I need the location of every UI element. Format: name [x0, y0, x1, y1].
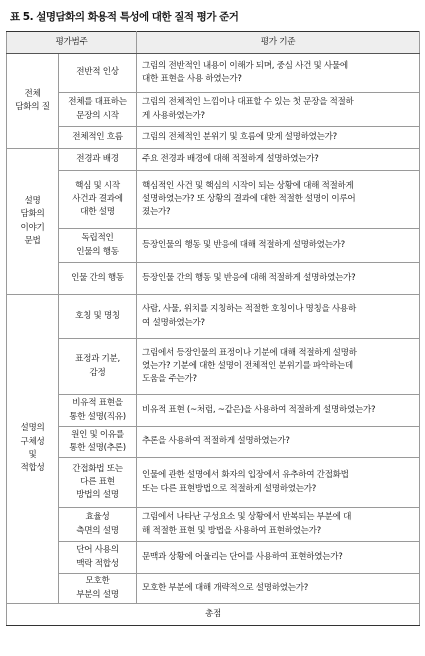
- text-line: 및: [28, 450, 37, 460]
- subcategory-cell: [59, 458, 137, 508]
- subcategory-cell: [59, 263, 137, 295]
- header-row: [7, 32, 420, 54]
- text-line: 모호한: [85, 576, 110, 587]
- text-line: 방법의 설명: [76, 490, 119, 501]
- criteria-cell: [137, 339, 420, 395]
- total-row: [7, 604, 420, 626]
- subcategory-cell: [59, 542, 137, 574]
- subcategory-cell: [59, 127, 137, 149]
- header-criteria: 평가 기준: [137, 32, 420, 54]
- text-line: 사람, 사물, 위치를 지칭하는 적절한 호칭이나 명칭을 사용하: [142, 304, 356, 315]
- subcategory-cell: [59, 508, 137, 542]
- text-line: 등장인물의 행동 및 반응에 대해 적절하게 설명하였는가?: [142, 239, 345, 250]
- text-line: 대한 설명: [80, 207, 115, 218]
- text-line: 간접화법 또는: [72, 463, 123, 474]
- text-line: 그림에서 등장인물의 표정이나 기분에 대해 적절하게 설명하: [142, 347, 357, 358]
- text-line: 전반적 인상: [76, 67, 119, 78]
- text-line: 전체적인 흐름: [72, 131, 123, 142]
- subcategory-cell: [59, 339, 137, 395]
- table-row: [7, 263, 420, 295]
- text-line: 여 설명하였는가?: [142, 317, 205, 328]
- criteria-cell: [137, 54, 420, 93]
- text-line: 핵심 및 시작: [75, 180, 120, 191]
- criteria-cell: [137, 295, 420, 339]
- text-line: 측면의 설명: [76, 525, 119, 536]
- subcategory-cell: [59, 149, 137, 171]
- text-line: 감정: [89, 367, 106, 378]
- header-category: 평가범주: [7, 32, 137, 54]
- text-line: 문법: [24, 235, 41, 246]
- subcategory-cell: [59, 295, 137, 339]
- text-line: 해 적절한 표현 및 방법을 사용하여 표현하였는가?: [142, 525, 321, 536]
- subcategory-cell: [59, 574, 137, 604]
- table-row: [7, 458, 420, 508]
- text-line: 이야기: [20, 222, 45, 233]
- text-line: 졌는가?: [142, 207, 171, 218]
- text-line: 통한 설명(추론): [69, 443, 126, 453]
- table-title: 표 5. 설명담화의 화용적 특성에 대한 질적 평가 준거: [10, 11, 239, 23]
- text-line: 비유적 표현을: [72, 398, 123, 409]
- criteria-cell: [137, 395, 420, 427]
- text-line: 인물에 관한 설명에서 화자의 입장에서 유추하여 간접화법: [142, 470, 349, 481]
- total-label: 총점: [7, 604, 420, 626]
- subcategory-cell: [59, 171, 137, 229]
- text-line: 였는가? 기분에 대한 설명이 전체적인 분위기를 파악하는데: [142, 360, 353, 371]
- criteria-cell: [137, 574, 420, 604]
- table-row: [7, 339, 420, 395]
- category-group-cell: [7, 295, 59, 604]
- table-row: [7, 229, 420, 263]
- criteria-cell: [137, 93, 420, 127]
- text-line: 인물 간의 행동: [71, 272, 124, 283]
- text-line: 문맥과 상황에 어울리는 단어를 사용하여 표현하였는가?: [142, 551, 343, 562]
- text-line: 전체를 대표하는: [68, 97, 127, 108]
- text-line: 설명하였는가? 또 상황의 결과에 대한 적절한 설명이 이루어: [142, 193, 356, 204]
- criteria-cell: [137, 427, 420, 458]
- table-body: [7, 54, 420, 604]
- text-line: 그림의 전체적인 분위기 및 흐름에 맞게 설명하였는가?: [142, 131, 337, 142]
- criteria-cell: [137, 229, 420, 263]
- text-line: 적합성: [20, 463, 45, 474]
- text-line: 독립적인: [81, 233, 114, 244]
- subcategory-cell: [59, 54, 137, 93]
- text-line: 그림에서 나타난 구성요소 및 상황에서 반복되는 부분에 대: [142, 512, 352, 523]
- category-group-cell: [7, 54, 59, 149]
- text-line: 핵심적인 사건 및 핵심의 시작이 되는 상황에 대해 적절하게: [142, 180, 354, 191]
- subcategory-cell: [59, 427, 137, 458]
- table-row: [7, 427, 420, 458]
- text-line: 문장의 시작: [76, 110, 119, 121]
- subcategory-cell: [59, 395, 137, 427]
- text-line: 맥락 적합성: [76, 558, 119, 569]
- text-line: 설명의: [20, 423, 45, 434]
- text-line: 등장인물 간의 행동 및 반응에 대해 적절하게 설명하였는가?: [142, 272, 356, 283]
- table-row: [7, 395, 420, 427]
- text-line: 호칭 및 명칭: [75, 310, 120, 321]
- subcategory-cell: [59, 229, 137, 263]
- criteria-cell: [137, 171, 420, 229]
- text-line: 비유적 표현 (~처럼, ~같은)을 사용하여 적절하게 설명하였는가?: [142, 404, 376, 415]
- table-row: [7, 171, 420, 229]
- table-row: [7, 508, 420, 542]
- criteria-cell: [137, 149, 420, 171]
- table-row: [7, 127, 420, 149]
- text-line: 도움을 주는가?: [142, 374, 197, 385]
- criteria-cell: [137, 263, 420, 295]
- text-line: 표정과 기분,: [75, 354, 120, 365]
- evaluation-criteria-table: [6, 31, 420, 626]
- criteria-cell: [137, 508, 420, 542]
- table-row: [7, 542, 420, 574]
- text-line: 또는 다른 표현방법으로 적절하게 설명하였는가?: [142, 483, 317, 494]
- text-line: 대한 표현을 사용 하였는가?: [142, 74, 242, 84]
- text-line: 인물의 행동: [76, 246, 119, 257]
- text-line: 설명: [24, 195, 41, 206]
- table-row: [7, 149, 420, 171]
- text-line: 사건과 결과에: [72, 193, 123, 204]
- text-line: 부분의 설명: [76, 589, 119, 600]
- table-row: [7, 54, 420, 93]
- subcategory-cell: [59, 93, 137, 127]
- table-row: [7, 574, 420, 604]
- table-row: [7, 295, 420, 339]
- text-line: 담화의: [20, 209, 45, 220]
- text-line: 게 사용하였는가?: [142, 110, 205, 121]
- table-row: [7, 93, 420, 127]
- text-line: 원인 및 이유를: [71, 429, 124, 440]
- text-line: 전경과 배경: [76, 153, 119, 164]
- criteria-cell: [137, 542, 420, 574]
- text-line: 단어 사용의: [76, 545, 119, 556]
- category-group-cell: [7, 149, 59, 295]
- text-line: 그림의 전체적인 느낌이나 대표할 수 있는 첫 문장을 적절하: [142, 97, 354, 108]
- text-line: 전체: [24, 88, 41, 99]
- text-line: 추론을 사용하여 적절하게 설명하였는가?: [142, 436, 290, 447]
- text-line: 담화의 질: [15, 102, 50, 112]
- text-line: 효율성: [85, 512, 110, 523]
- text-line: 구체성: [20, 436, 45, 447]
- text-line: 통한 설명(직유): [69, 411, 126, 422]
- criteria-cell: [137, 127, 420, 149]
- text-line: 모호한 부분에 대해 개략적으로 설명하였는가?: [142, 582, 309, 593]
- text-line: 다른 표현: [80, 476, 115, 487]
- text-line: 그림의 전반적인 내용이 이해가 되며, 중심 사건 및 사물에: [142, 60, 348, 71]
- criteria-cell: [137, 458, 420, 508]
- text-line: 주요 전경과 배경에 대해 적절하게 설명하였는가?: [142, 153, 319, 164]
